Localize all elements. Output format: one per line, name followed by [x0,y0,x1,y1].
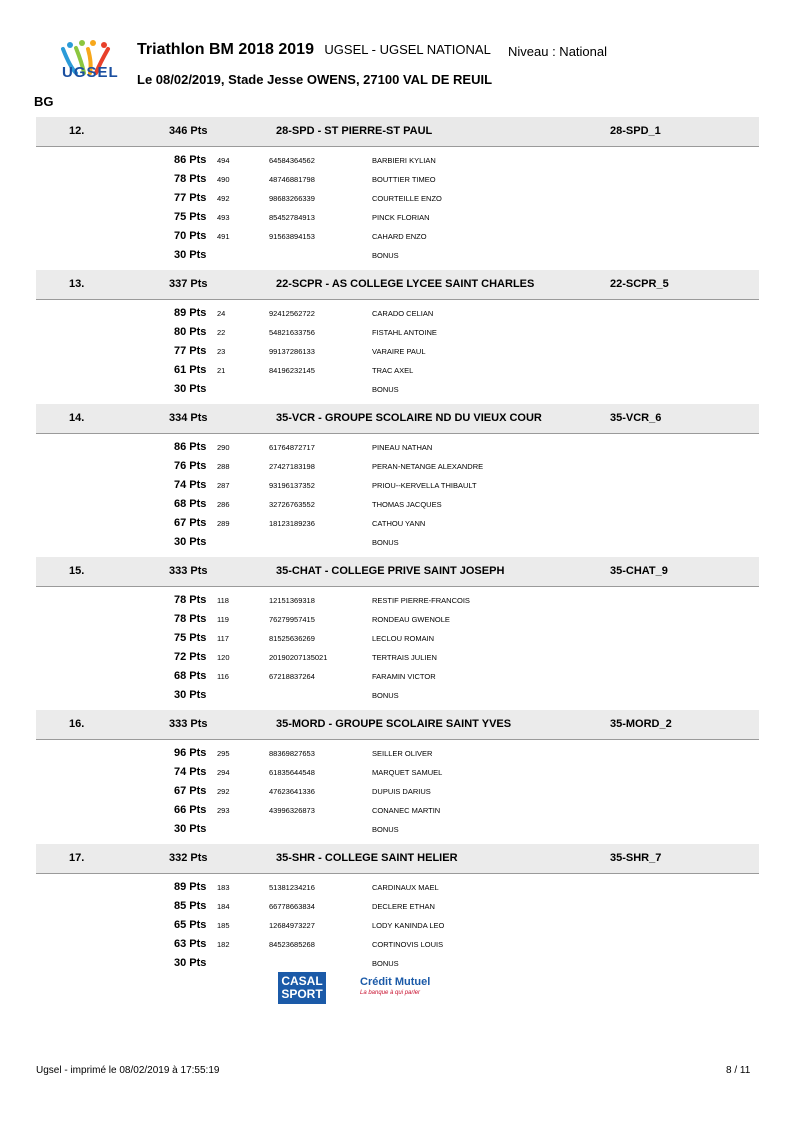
member-license: 54821633756 [269,328,315,337]
member-license: 64584364562 [269,156,315,165]
member-points: 61 Pts [174,364,207,376]
member-name: MARQUET SAMUEL [372,768,443,777]
member-name: BONUS [372,385,399,394]
page-header [0,0,793,95]
member-points: 80 Pts [174,326,207,338]
member-name: RONDEAU GWENOLE [372,615,450,624]
member-license: 48746881798 [269,175,315,184]
team-points: 334 Pts [169,412,208,424]
member-bib: 289 [217,519,230,528]
member-license: 27427183198 [269,462,315,471]
member-row [36,515,759,534]
member-license: 51381234216 [269,883,315,892]
member-row [36,764,759,783]
team-members [36,300,759,404]
member-name: CAHARD ENZO [372,232,427,241]
team-name: 35-VCR - GROUPE SCOLAIRE ND DU VIEUX COUR [276,412,542,424]
member-points: 74 Pts [174,479,207,491]
team-name: 35-CHAT - COLLEGE PRIVE SAINT JOSEPH [276,565,505,577]
member-row [36,152,759,171]
member-points: 78 Pts [174,613,207,625]
team-name: 28-SPD - ST PIERRE-ST PAUL [276,125,433,137]
member-license: 81525636269 [269,634,315,643]
member-points: 30 Pts [174,689,207,701]
member-row [36,190,759,209]
team-block [36,270,759,404]
member-points: 85 Pts [174,900,207,912]
member-bib: 183 [217,883,230,892]
member-points: 77 Pts [174,345,207,357]
member-points: 70 Pts [174,230,207,242]
member-points: 86 Pts [174,441,207,453]
credit-mutuel-logo: Crédit Mutuel [360,976,431,988]
category-label: BG [34,94,54,109]
team-code: 35-MORD_2 [610,718,672,730]
member-name: BONUS [372,538,399,547]
team-name: 35-MORD - GROUPE SCOLAIRE SAINT YVES [276,718,512,730]
member-row [36,802,759,821]
member-points: 30 Pts [174,383,207,395]
team-rank: 12. [69,125,85,137]
team-rank: 17. [69,852,85,864]
member-license: 84523685268 [269,940,315,949]
team-code: 35-CHAT_9 [610,565,668,577]
member-name: BOUTTIER TIMEO [372,175,436,184]
member-points: 89 Pts [174,881,207,893]
member-row [36,305,759,324]
member-bib: 286 [217,500,230,509]
member-points: 30 Pts [174,957,207,969]
member-name: CORTINOVIS LOUIS [372,940,444,949]
team-points: 346 Pts [169,125,208,137]
member-bib: 287 [217,481,230,490]
member-row [36,477,759,496]
member-bib: 295 [217,749,230,758]
member-name: DUPUIS DARIUS [372,787,431,796]
member-points: 77 Pts [174,192,207,204]
member-points: 75 Pts [174,211,207,223]
member-points: 89 Pts [174,307,207,319]
member-name: PINCK FLORIAN [372,213,430,222]
member-row [36,247,759,266]
member-points: 67 Pts [174,517,207,529]
member-license: 76279957415 [269,615,315,624]
member-row [36,534,759,553]
print-timestamp: Ugsel - imprimé le 08/02/2019 à 17:55:19 [36,1065,220,1076]
member-row [36,898,759,917]
team-members [36,874,759,978]
credit-mutuel-tagline: La banque à qui parler [360,990,421,996]
team-rank: 13. [69,278,85,290]
team-block [36,557,759,710]
member-license: 67218837264 [269,672,315,681]
member-points: 68 Pts [174,670,207,682]
member-row [36,381,759,400]
team-code: 22-SCPR_5 [610,278,669,290]
member-license: 61835644548 [269,768,315,777]
member-points: 66 Pts [174,804,207,816]
member-row [36,343,759,362]
member-license: 43996326873 [269,806,315,815]
member-name: BONUS [372,251,399,260]
member-bib: 292 [217,787,230,796]
member-bib: 182 [217,940,230,949]
member-bib: 184 [217,902,230,911]
team-code: 28-SPD_1 [610,125,661,137]
member-name: VARAIRE PAUL [372,347,426,356]
member-bib: 293 [217,806,230,815]
page-title [137,41,491,59]
member-points: 65 Pts [174,919,207,931]
member-row [36,783,759,802]
team-points: 332 Pts [169,852,208,864]
member-license: 12684973227 [269,921,315,930]
member-row [36,209,759,228]
member-row [36,458,759,477]
member-bib: 117 [217,634,229,643]
team-rank: 14. [69,412,85,424]
member-bib: 24 [217,309,226,318]
member-points: 67 Pts [174,785,207,797]
member-row [36,917,759,936]
member-bib: 22 [217,328,226,337]
member-row [36,745,759,764]
member-row [36,630,759,649]
member-row [36,821,759,840]
member-name: FISTAHL ANTOINE [372,328,437,337]
member-row [36,496,759,515]
member-name: DECLERE ETHAN [372,902,435,911]
member-name: TERTRAIS JULIEN [372,653,437,662]
team-members [36,587,759,710]
member-bib: 493 [217,213,230,222]
team-header-row [36,844,759,874]
team-members [36,434,759,557]
member-name: THOMAS JACQUES [372,500,442,509]
team-block [36,404,759,557]
member-bib: 490 [217,175,230,184]
casal-sport-logo: CASAL SPORT [278,972,326,1004]
member-name: BONUS [372,691,399,700]
member-points: 68 Pts [174,498,207,510]
member-license: 12151369318 [269,596,315,605]
member-row [36,439,759,458]
team-code: 35-VCR_6 [610,412,662,424]
member-points: 96 Pts [174,747,207,759]
member-points: 78 Pts [174,594,207,606]
team-block [36,710,759,844]
member-license: 98683266339 [269,194,315,203]
member-row [36,879,759,898]
member-license: 32726763552 [269,500,315,509]
member-license: 18123189236 [269,519,315,528]
event-title: Triathlon BM 2018 2019 [137,41,314,58]
member-license: 20190207135021 [269,653,328,662]
team-code: 35-SHR_7 [610,852,662,864]
member-name: CATHOU YANN [372,519,426,528]
member-row [36,228,759,247]
member-name: PRIOU--KERVELLA THIBAULT [372,481,477,490]
member-name: CARADO CELIAN [372,309,434,318]
member-points: 78 Pts [174,173,207,185]
member-points: 86 Pts [174,154,207,166]
member-points: 72 Pts [174,651,207,663]
member-license: 47623641336 [269,787,315,796]
team-name: 35-SHR - COLLEGE SAINT HELIER [276,852,458,864]
member-name: LECLOU ROMAIN [372,634,435,643]
member-bib: 118 [217,596,229,605]
member-points: 75 Pts [174,632,207,644]
team-block [36,117,759,270]
member-bib: 494 [217,156,230,165]
sponsor-logos [276,970,476,1006]
team-header-row [36,710,759,740]
member-row [36,171,759,190]
team-rank: 16. [69,718,85,730]
member-name: LODY KANINDA LEO [372,921,445,930]
team-points: 337 Pts [169,278,208,290]
team-members [36,740,759,844]
member-license: 91563894153 [269,232,315,241]
member-points: 30 Pts [174,249,207,261]
member-bib: 290 [217,443,230,452]
team-members [36,147,759,270]
member-row [36,362,759,381]
member-name: SEILLER OLIVER [372,749,433,758]
member-row [36,668,759,687]
member-bib: 120 [217,653,230,662]
team-rank: 15. [69,565,85,577]
member-license: 99137286133 [269,347,315,356]
member-bib: 119 [217,615,229,624]
member-name: PERAN-NETANGE ALEXANDRE [372,462,484,471]
event-level: Niveau : National [508,44,607,59]
member-points: 76 Pts [174,460,207,472]
member-license: 66778663834 [269,902,315,911]
member-bib: 294 [217,768,230,777]
member-license: 61764872717 [269,443,315,452]
member-points: 63 Pts [174,938,207,950]
member-license: 85452784913 [269,213,315,222]
team-points: 333 Pts [169,718,208,730]
results-table [36,117,759,978]
member-name: TRAC AXEL [372,366,414,375]
member-points: 30 Pts [174,823,207,835]
member-name: BONUS [372,959,399,968]
member-points: 74 Pts [174,766,207,778]
member-points: 30 Pts [174,536,207,548]
member-row [36,687,759,706]
member-row [36,592,759,611]
member-bib: 185 [217,921,230,930]
team-header-row [36,270,759,300]
event-organizer: UGSEL - UGSEL NATIONAL [324,42,491,57]
team-header-row [36,117,759,147]
team-points: 333 Pts [169,565,208,577]
member-name: COURTEILLE ENZO [372,194,442,203]
team-block [36,844,759,978]
member-name: FARAMIN VICTOR [372,672,436,681]
page-number: 8 / 11 [726,1065,751,1076]
member-bib: 21 [217,366,226,375]
member-row [36,649,759,668]
event-date-location: Le 08/02/2019, Stade Jesse OWENS, 27100 VAL DE REUIL [137,72,493,87]
member-name: PINEAU NATHAN [372,443,433,452]
member-bib: 116 [217,672,229,681]
member-bib: 288 [217,462,230,471]
member-license: 84196232145 [269,366,315,375]
team-header-row [36,557,759,587]
logo-text: UGSEL [62,64,119,81]
member-bib: 492 [217,194,230,203]
member-license: 93196137352 [269,481,315,490]
member-row [36,936,759,955]
member-name: CONANEC MARTIN [372,806,441,815]
member-row [36,324,759,343]
member-license: 88369827653 [269,749,315,758]
member-license: 92412562722 [269,309,315,318]
member-name: RESTIF PIERRE-FRANCOIS [372,596,470,605]
member-bib: 23 [217,347,226,356]
member-name: CARDINAUX MAEL [372,883,439,892]
member-name: BARBIERI KYLIAN [372,156,436,165]
member-row [36,611,759,630]
member-name: BONUS [372,825,399,834]
team-name: 22-SCPR - AS COLLEGE LYCEE SAINT CHARLES [276,278,535,290]
team-header-row [36,404,759,434]
member-bib: 491 [217,232,230,241]
